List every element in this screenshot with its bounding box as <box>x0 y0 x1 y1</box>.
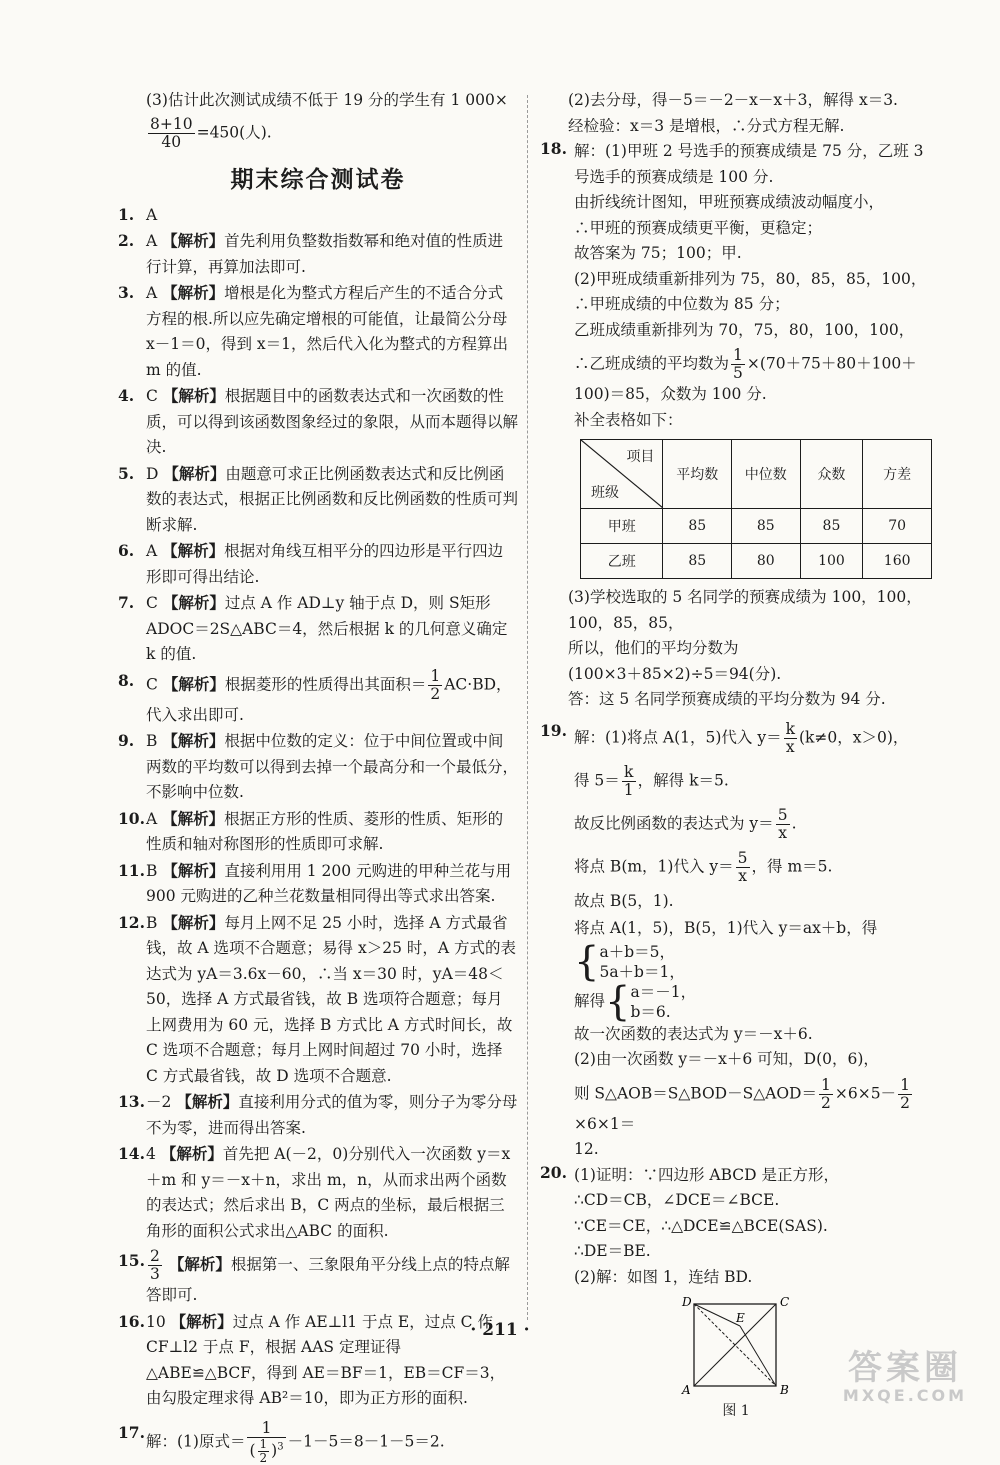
left-column <box>118 88 518 1465</box>
answer-list-2 <box>118 728 518 1244</box>
answer-item: 2. A 【解析】首先利用负整数指数幂和绝对值的性质进行计算，再算加法即可. <box>118 231 504 276</box>
answer-item: 1. A <box>118 204 158 224</box>
answer-item: 14. 4 【解析】首先把 A(－2，0)分别代入一次函数 y＝x＋m 和 y＝－x＋n，求出 m，n，从而求出两个函数的表达式；然后求出 B，C 两点的坐标，最后根据三角形的面积公式求出△ABC 的面积. <box>118 1144 511 1240</box>
right-column <box>540 88 932 1420</box>
section-title: 期末综合测试卷 <box>230 166 406 193</box>
q18-avg-calc: (100×3＋85×2)÷5＝94(分). <box>568 664 782 683</box>
label-C: C <box>780 1296 790 1309</box>
answer-item: 12. B 【解析】每月上网不足 25 小时，选择 A 方式最省钱，故 A 选项不合题意；易得 x＞25 时，A 方式的表达式为 yA＝3.6x－60，∴当 x＝30 时，yA＝48＜50，选择 A 方式最省钱，故 B 选项符合题意；每月上网费用为 60 元，选择 B 方式比 A 方式时间长，故 C 选项不合题意；每月上网时间超过 70 小时，选择 C 方式最省钱，故 D 选项不合题意. <box>118 912 516 1085</box>
answer-item-15: 15. $\frac{2}{3}$ 【解析】根据第一、三象限角平分线上点的特点解答即可. <box>118 1247 510 1304</box>
answer-item: 9. B 【解析】根据中位数的定义：位于中间位置或中间两数的平均数可以得到去掉一个最高分和一个最低分，不影响中位数. <box>118 731 519 801</box>
figure-caption: 图 1 <box>722 1403 750 1419</box>
answer-item-19: 19. 解：(1)将点 A(1，5)代入 y＝ $\frac{k}{x}$ (k≠0，x＞0)， 得 5＝ $\frac{k}{1}$ ，解得 k＝5. 故反比例函数的表达式为 y＝ $\frac{5}{x}$ . 将点 B(m，1)代入 y＝ $\frac{5}{x}$ ，得 m＝5. 故点 B(5，1). 将点 A(1，5)，B(5，1)代入 y＝ax＋b，得 { a＋b＝5， 5a＋b＝1， 解得 { a＝－1， b＝6. 故一次函数的表达式为 y＝－x＋6. (2)由一次函数 y＝－x＋6 可知，D(0，6)， 则 S△AOB＝S△BOD－S△AOD＝ $\frac{1}{2}$ ×6×5－ $\frac{1}{2}$ ×6×1＝ 12. <box>540 719 910 1158</box>
answer-item: 5. D 【解析】由题意可求正比例函数表达式和反比例函数的表达式，根据正比例函数和反比例函数的性质可判断求解. <box>118 463 519 534</box>
intro-fraction: $\frac{8+10}{40}$ <box>150 114 193 151</box>
answer-item-17: 17. 解：(1)原式＝ 1 ( $\frac{1}{2}$ )$^3$ －1－5＝8－1－5＝2. <box>118 1418 445 1465</box>
label-A: A <box>682 1383 691 1396</box>
q17-part2-line2: 经检验：x＝3 是增根，∴分式方程无解. <box>568 116 845 135</box>
answer-item: 4. C 【解析】根据题目中的函数表达式和一次函数的性质，可以得到该函数图象经过的象限，从而本题得以解决. <box>118 386 519 456</box>
answer-item: 3. A 【解析】增根是化为整式方程后产生的不适合分式方程的根.所以应先确定增根的可能值，让最简公分母 x－1＝0，得到 x＝1，然后代入化为整式的方程算出 m 的值. <box>118 283 508 379</box>
square-diagram <box>676 1296 796 1396</box>
answer-item-16: 16. 10 【解析】过点 A 作 AE⊥l1 于点 E，过点 C 作 CF⊥l2 于点 F，根据 AAS 定理证得△ABE≌△BCF，得到 AE＝BF＝1，EB＝CF＝3，由勾股定理求得 AB²＝10，即为正方形的面积. <box>118 1311 506 1407</box>
q18-part3: (3)学校选取的 5 名同学的预赛成绩为 100，100，100，85，85， <box>568 588 922 632</box>
table-header: 平均数 <box>663 440 732 509</box>
table-header: 中位数 <box>732 440 801 509</box>
intro-fraction-line: $\frac{8+10}{40}$ =450(人). <box>150 114 272 151</box>
answer-list-1 <box>118 202 518 668</box>
intro-line: (3)估计此次测试成绩不低于 19 分的学生有 1 000× <box>146 91 508 109</box>
q18-answer: 答：这 5 名同学预赛成绩的平均分数为 94 分. <box>568 690 886 708</box>
table-header: 众数 <box>800 440 863 509</box>
label-D: D <box>682 1296 692 1309</box>
page-number: · 211 · <box>470 1320 530 1340</box>
answer-item-20: 20. (1)证明：∵四边形 ABCD 是正方形， ∴CD＝CB，∠DCE＝∠BCE. ∵CE＝CE，∴△DCE≌△BCE(SAS). ∴DE＝BE. (2)解：如图 1，连结 BD. <box>540 1162 839 1286</box>
answer-item: 11. B 【解析】直接利用用 1 200 元购进的甲种兰花与用 900 元购进的乙种兰花数量相同得出等式求出答案. <box>118 860 512 905</box>
table-corner: 项目 班级 <box>581 440 663 509</box>
table-header: 方差 <box>863 440 932 509</box>
table-row: 甲班 85 85 85 70 <box>581 509 932 544</box>
column-divider <box>527 95 528 1320</box>
answer-item-8: 8. C 【解析】根据菱形的性质得出其面积＝ $\frac{1}{2}$ AC·BD，代入求出即可. <box>118 666 512 724</box>
answer-item: 10. A 【解析】根据正方形的性质、菱形的性质、矩形的性质和轴对称图形的性质即可求解. <box>118 808 504 853</box>
label-B: B <box>780 1383 789 1396</box>
answer-item: 7. C 【解析】过点 A 作 AD⊥y 轴于点 D，则 S矩形ADOC＝2S△ABC＝4，然后根据 k 的几何意义确定 k 的值. <box>118 593 508 663</box>
label-E: E <box>736 1311 745 1325</box>
q18-avg-label: 所以，他们的平均分数为 <box>568 639 739 657</box>
score-table <box>580 439 932 579</box>
q17-part2-line1: (2)去分母，得－5＝－2－x－x＋3，解得 x＝3. <box>568 91 898 109</box>
answer-item: 13. －2 【解析】直接利用分式的值为零，则分子为零分母不为零，进而得出答案. <box>118 1092 518 1137</box>
answer-item: 6. A 【解析】根据对角线互相平分的四边形是平行四边形即可得出结论. <box>118 541 504 586</box>
table-row: 乙班 85 80 100 160 <box>581 544 932 579</box>
answer-item-18: 18. 解：(1)甲班 2 号选手的预赛成绩是 75 分，乙班 3 号选手的预赛成绩是 100 分. 由折线统计图知，甲班预赛成绩波动幅度小， ∴甲班的预赛成绩更平衡，更稳定； 故答案为 75；100；甲. (2)甲班成绩重新排列为 75，80，85，85，100， ∴甲班成绩的中位数为 85 分； 乙班成绩重新排列为 70，75，80，100，100， ∴乙班成绩的平均数为 $\frac{1}{5}$ ×(70＋75＋80＋100＋ 100)＝85，众数为 100 分. 补全表格如下： <box>540 139 927 429</box>
watermark-logo: 答案圈 MXQE.COM <box>842 1348 968 1405</box>
